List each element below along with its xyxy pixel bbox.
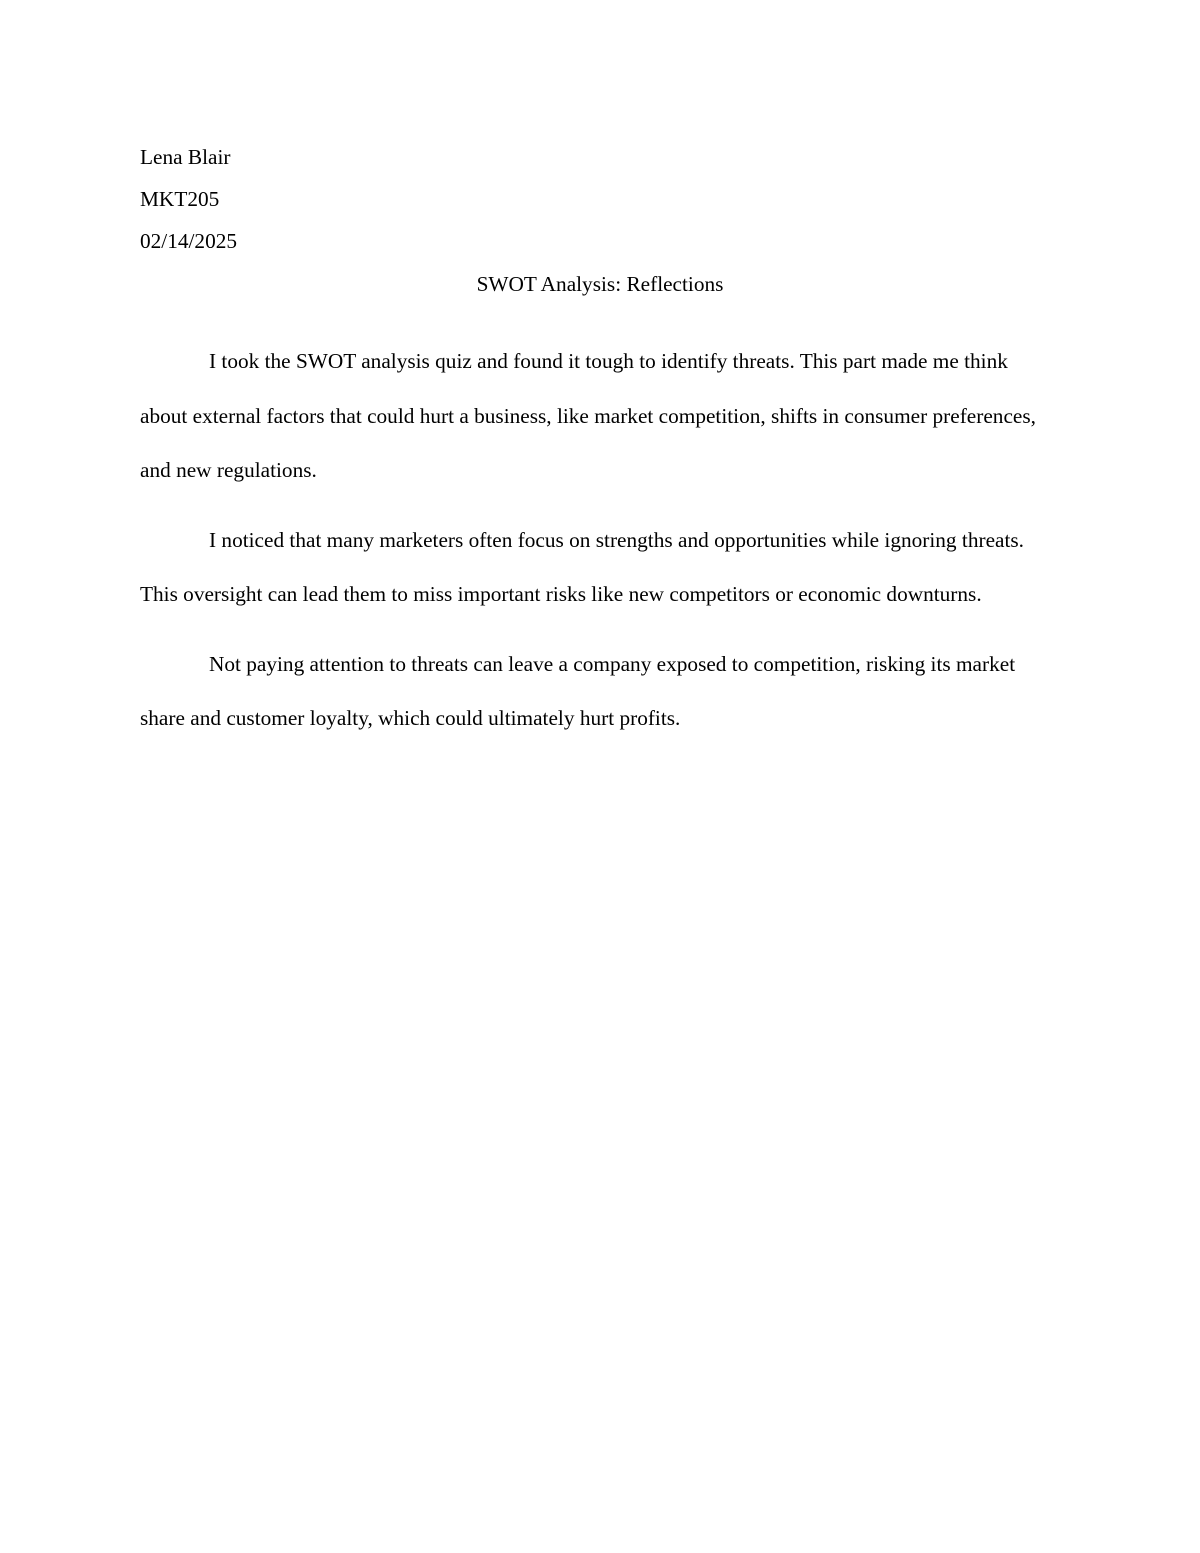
document-body (140, 334, 1045, 761)
document-date: 02/14/2025 (140, 229, 238, 253)
paragraph-1: I took the SWOT analysis quiz and found it tough to identify threats. This part made me think about external factors that could hurt a business, like market competition, shifts in consumer preferences, and new regulations. (140, 349, 1036, 482)
paragraph-3: Not paying attention to threats can leave a company exposed to competition, risking its market share and customer loyalty, which could ultimately hurt profits. (140, 651, 1016, 730)
course-code: MKT205 (140, 187, 220, 211)
header-block (140, 143, 237, 269)
document-title: SWOT Analysis: Reflections (476, 272, 724, 296)
author-name: Lena Blair (140, 145, 231, 169)
paragraph-2: I noticed that many marketers often focus on strengths and opportunities while ignoring threats. This oversight can lead them to miss important risks like new competitors or economic downturns. (140, 527, 1025, 606)
